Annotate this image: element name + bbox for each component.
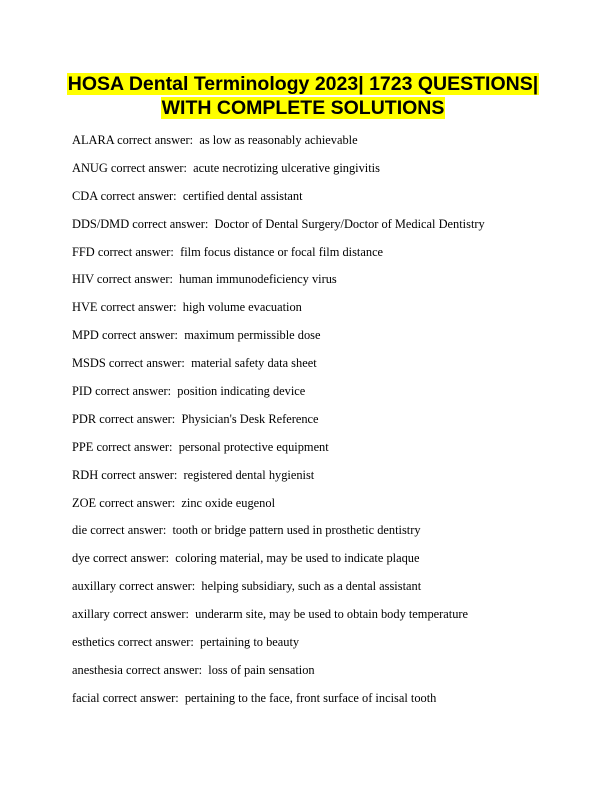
list-item — [72, 468, 572, 496]
entry-term: esthetics — [72, 635, 115, 650]
entry-answer-label: correct answer: — [114, 133, 200, 147]
list-item — [72, 579, 572, 607]
entry-term: HVE — [72, 300, 98, 315]
entry-answer-label: correct answer: — [89, 551, 176, 566]
title-line-1: HOSA Dental Terminology 2023| 1723 QUESTIONS| — [67, 73, 539, 95]
list-item — [72, 300, 572, 328]
entry-term: PID — [72, 384, 92, 399]
entry-answer-label: correct answer: — [97, 188, 183, 203]
entry-definition: high volume evacuation — [182, 300, 302, 315]
entry-answer-label: correct answer: — [94, 244, 181, 259]
list-item — [72, 189, 572, 217]
list-item — [72, 245, 572, 273]
entry-term: die — [72, 523, 88, 538]
entry-answer-label: correct answer: — [129, 216, 215, 231]
entry-definition: zinc oxide eugenol — [181, 495, 276, 510]
list-item — [72, 328, 572, 356]
entry-term: PDR — [72, 411, 97, 426]
list-item — [72, 635, 572, 663]
entry-term: ANUG — [72, 160, 108, 175]
entry-term: MSDS — [72, 356, 106, 371]
entry-term: anesthesia — [72, 662, 123, 677]
entry-definition: underarm site, may be used to obtain body temperature — [195, 607, 469, 622]
entry-answer-label: correct answer: — [97, 300, 183, 315]
entry-answer-label: correct answer: — [109, 607, 196, 622]
entry-term: FFD — [72, 244, 95, 259]
entry-term: dye — [72, 551, 90, 566]
entry-definition: maximum permissible dose — [184, 328, 321, 343]
entry-definition: human immunodeficiency virus — [179, 272, 337, 287]
list-item — [72, 691, 572, 719]
list-item — [72, 523, 572, 551]
list-item — [72, 272, 572, 300]
list-item — [72, 412, 572, 440]
entry-answer-label: correct answer: — [91, 384, 178, 399]
list-item — [72, 440, 572, 468]
list-item — [72, 356, 572, 384]
entry-term: DDS/DMD — [72, 216, 130, 231]
list-item — [72, 217, 572, 245]
entry-answer-label: correct answer: — [107, 160, 194, 175]
entry-answer-label: correct answer: — [87, 523, 173, 538]
entry-term: facial — [72, 690, 100, 705]
entry-definition: loss of pain sensation — [208, 662, 315, 677]
list-item — [72, 161, 572, 189]
entry-definition: tooth or bridge pattern used in prosthetic dentistry — [172, 523, 421, 538]
entry-answer-label: correct answer: — [93, 272, 180, 287]
entry-term: PPE — [72, 439, 94, 454]
entry-definition: Physician's Desk Reference — [181, 411, 319, 426]
entry-definition: film focus distance or focal film distance — [180, 244, 384, 259]
entry-term: ALARA — [72, 133, 114, 147]
entry-definition: acute necrotizing ulcerative gingivitis — [193, 160, 380, 175]
list-item — [72, 133, 572, 161]
entry-answer-label: correct answer: — [98, 328, 185, 343]
entry-answer-label: correct answer: — [116, 579, 202, 594]
list-item — [72, 607, 572, 635]
entry-answer-label: correct answer: — [122, 662, 209, 677]
list-item — [72, 551, 572, 579]
entry-definition: coloring material, may be used to indicate plaque — [175, 551, 420, 566]
entry-term: HIV — [72, 272, 94, 287]
entry-definition: as low as reasonably achievable — [199, 133, 358, 147]
entry-definition: helping subsidiary, such as a dental assistant — [201, 579, 422, 594]
entry-term: ZOE — [72, 495, 97, 510]
page-title — [0, 73, 606, 120]
entry-answer-label: correct answer: — [96, 411, 182, 426]
entry-term: auxillary — [72, 579, 117, 594]
entry-term: RDH — [72, 467, 99, 482]
entry-answer-label: correct answer: — [98, 467, 184, 482]
entry-definition: personal protective equipment — [178, 439, 329, 454]
entry-answer-label: correct answer: — [99, 690, 185, 705]
entry-answer-label: correct answer: — [105, 356, 192, 371]
list-item — [72, 384, 572, 412]
entry-term: axillary — [72, 607, 110, 622]
title-line-2: WITH COMPLETE SOLUTIONS — [161, 96, 445, 119]
list-item — [72, 496, 572, 524]
term-list — [72, 133, 572, 719]
entry-definition: registered dental hygienist — [183, 467, 315, 482]
entry-definition: pertaining to beauty — [200, 635, 300, 650]
entry-definition: pertaining to the face, front surface of incisal tooth — [184, 690, 437, 705]
entry-answer-label: correct answer: — [114, 635, 200, 650]
entry-definition: Doctor of Dental Surgery/Doctor of Medical Dentistry — [214, 216, 485, 231]
entry-term: MPD — [72, 328, 99, 343]
list-item — [72, 663, 572, 691]
entry-definition: certified dental assistant — [182, 188, 303, 203]
entry-answer-label: correct answer: — [93, 439, 179, 454]
entry-term: CDA — [72, 188, 98, 203]
entry-definition: position indicating device — [177, 384, 306, 399]
entry-answer-label: correct answer: — [96, 495, 182, 510]
entry-definition: material safety data sheet — [191, 356, 317, 371]
